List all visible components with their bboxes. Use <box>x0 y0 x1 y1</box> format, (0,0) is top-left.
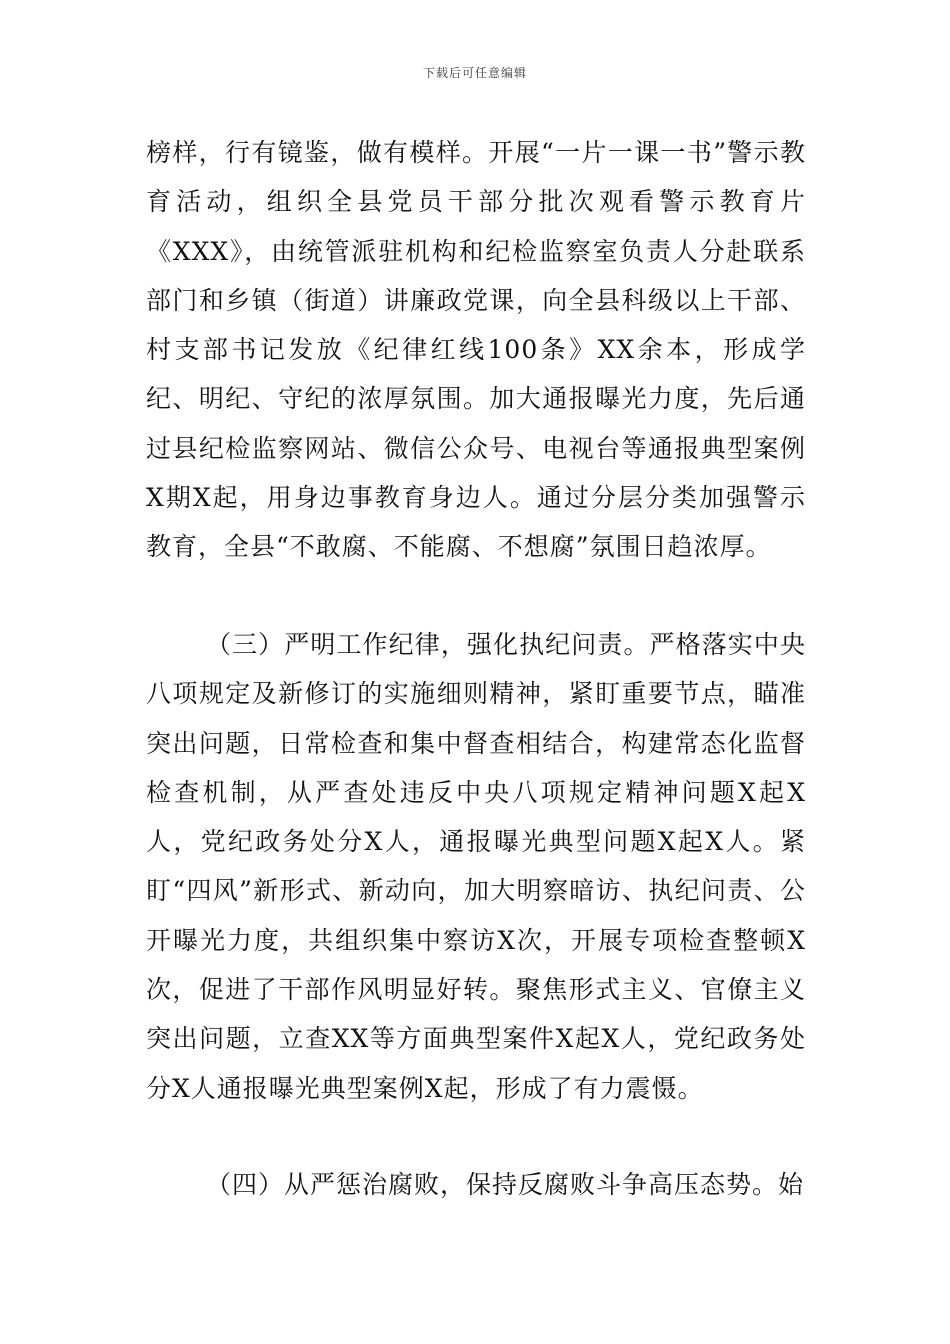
paragraph-2 <box>146 620 806 1113</box>
paragraph-1-text: 榜样，行有镜鉴，做有模样。开展“一片一课一书”警示教育活动，组织全县党员干部分批次观看警示教育片《XXX》，由统管派驻机构和纪检监察室负责人分赴联系部门和乡镇（街道）讲廉政党课，向全县科级以上干部、村支部书记发放《纪律红线100条》XX余本，形成学纪、明纪、守纪的浓厚氛围。加大通报曝光力度，先后通过县纪检监察网站、微信公众号、电视台等通报典型案例X期X起，用身边事教育身边人。通过分层分类加强警示教育，全县“不敢腐、不能腐、不想腐”氛围日趋浓厚。 <box>146 138 806 562</box>
paragraph-3-text: （四）从严惩治腐败，保持反腐败斗争高压态势。始 <box>206 1170 805 1199</box>
paragraph-1 <box>146 128 806 572</box>
page-header: 下载后可任意编辑 <box>422 66 527 80</box>
paragraph-3 <box>146 1160 806 1209</box>
paragraph-2-text: （三）严明工作纪律，强化执纪问责。严格落实中央八项规定及新修订的实施细则精神，紧盯重要节点，瞄准突出问题，日常检查和集中督查相结合，构建常态化监督检查机制，从严查处违反中央八项规定精神问题X起X人，党纪政务处分X人，通报曝光典型问题X起X人。紧盯“四风”新形式、新动向，加大明察暗访、执纪问责、公开曝光力度，共组织集中察访X次，开展专项检查整顿X次，促进了干部作风明显好转。聚焦形式主义、官僚主义突出问题，立查XX等方面典型案件X起X人，党纪政务处分X人通报曝光典型案例X起，形成了有力震慑。 <box>146 630 806 1103</box>
